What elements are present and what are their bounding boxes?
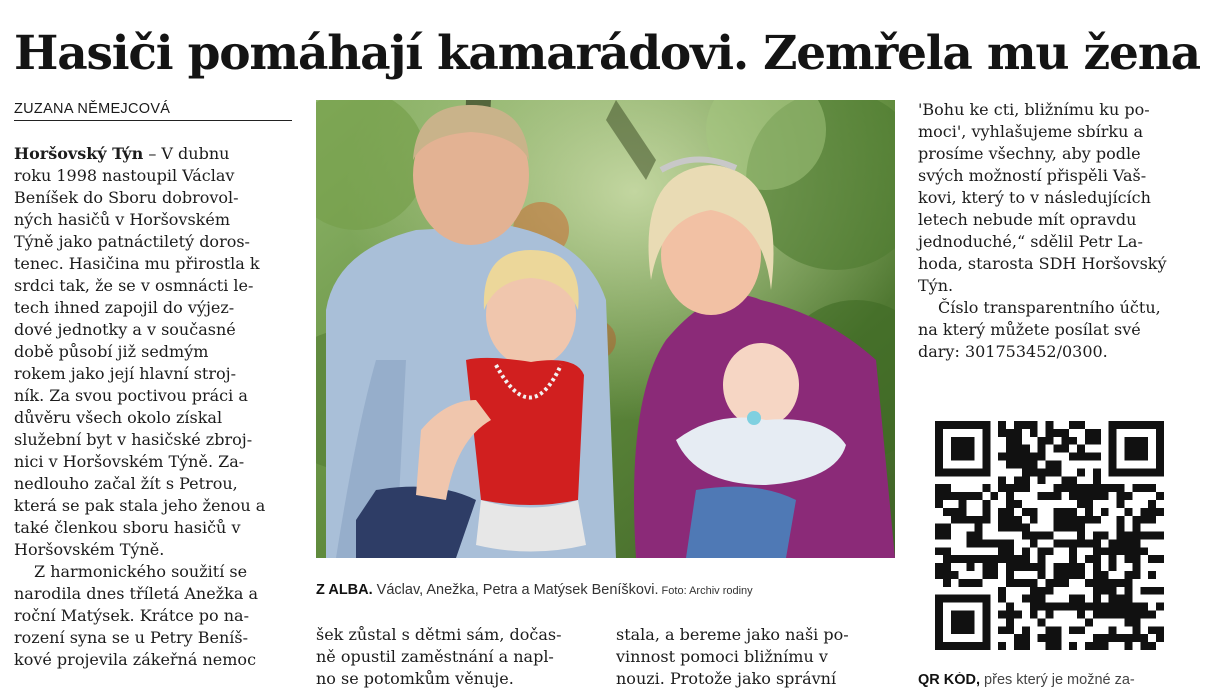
article-column-2 (316, 624, 598, 690)
text-line: nedlouho začal žít s Petrou, (14, 474, 238, 493)
family-photo (316, 100, 895, 558)
text-line: 'Bohu ke cti, bližnímu ku po- (918, 100, 1150, 119)
text-line: služební byt v hasičské zbroj- (14, 430, 253, 449)
text-line: roku 1998 nastoupil Václav (14, 166, 235, 185)
qr-code (935, 421, 1164, 650)
paragraph-1 (14, 143, 294, 561)
photo-caption (316, 582, 906, 598)
text-line: nouzi. Protože jako správní (616, 669, 837, 688)
text-line: prosíme všechny, aby podle (918, 144, 1141, 163)
text-line: moci', vyhlašujeme sbírku a (918, 122, 1144, 141)
text-line: Týn. (918, 276, 954, 295)
text-line: Týně jako patnáctiletý doros- (14, 232, 250, 251)
text-line: Z harmonického soužití se (34, 562, 248, 581)
text-line: ník. Za svou poctivou práci a (14, 386, 248, 405)
qr-caption (918, 672, 1198, 688)
text-line: nici v Horšovském Týně. Za- (14, 452, 245, 471)
paragraph (616, 624, 898, 690)
text-line: hoda, starosta SDH Horšovský (918, 254, 1167, 273)
text-line: ných hasičů v Horšovském (14, 210, 231, 229)
text-line: době působí již sedmým (14, 342, 209, 361)
text-line: dové jednotky a v současné (14, 320, 236, 339)
text-line: svých možností přispěli Vaš- (918, 166, 1147, 185)
qr-caption-text: přes který je možné za- (980, 672, 1135, 688)
qr-caption-label: QR KÓD, (918, 672, 981, 688)
article-column-4 (918, 99, 1193, 363)
paragraph-account (918, 297, 1193, 363)
text-line: vinnost pomoci bližnímu v (616, 647, 828, 666)
text-line: Beníšek do Sboru dobrovol- (14, 188, 239, 207)
caption-text: Václav, Anežka, Petra a Matýsek Beníškovi. (372, 582, 659, 598)
text-line: Číslo transparentního účtu, (938, 298, 1161, 317)
text-line: Horšovském Týně. (14, 540, 165, 559)
text-line: kovi, který to v následujících (918, 188, 1151, 207)
headline: Hasiči pomáhají kamarádovi. Zemřela mu žena (14, 26, 1200, 81)
text-line: rození syna se u Petry Beníš- (14, 628, 249, 647)
lead-text: – V dubnu (143, 144, 230, 163)
caption-label: Z ALBA. (316, 582, 373, 598)
text-line: letech nebude mít opravdu (918, 210, 1137, 229)
lead-place: Horšovský Týn (14, 144, 144, 163)
text-line: rokem jako její hlavní stroj- (14, 364, 237, 383)
text-line: která se pak stala jeho ženou a (14, 496, 266, 515)
caption-credit: Foto: Archiv rodiny (658, 585, 753, 597)
author-byline: ZUZANA NĚMEJCOVÁ (14, 101, 292, 121)
text-line: důvěru všech okolo získal (14, 408, 223, 427)
paragraph-quote (918, 99, 1193, 297)
text-line: ně opustil zaměstnání a napl- (316, 647, 554, 666)
text-line: roční Matýsek. Krátce po na- (14, 606, 249, 625)
text-line: také členkou sboru hasičů v (14, 518, 241, 537)
paragraph (316, 624, 598, 690)
text-line: tenec. Hasičina mu přirostla k (14, 254, 260, 273)
text-line: jednoduché,“ sdělil Petr La- (918, 232, 1143, 251)
paragraph-2 (14, 561, 294, 671)
text-line: šek zůstal s dětmi sám, dočas- (316, 625, 562, 644)
text-line: srdci tak, že se v osmnácti le- (14, 276, 254, 295)
text-line: stala, a bereme jako naši po- (616, 625, 849, 644)
article-column-3 (616, 624, 898, 690)
text-line: kové projevila zákeřná nemoc (14, 650, 257, 669)
article-column-1 (14, 143, 294, 671)
text-line: na který můžete posílat své (918, 320, 1141, 339)
text-line: no se potomkům věnuje. (316, 669, 514, 688)
text-line: tech ihned zapojil do výjez- (14, 298, 235, 317)
text-line: narodila dnes tříletá Anežka a (14, 584, 258, 603)
text-line: dary: 301753452/0300. (918, 342, 1108, 361)
